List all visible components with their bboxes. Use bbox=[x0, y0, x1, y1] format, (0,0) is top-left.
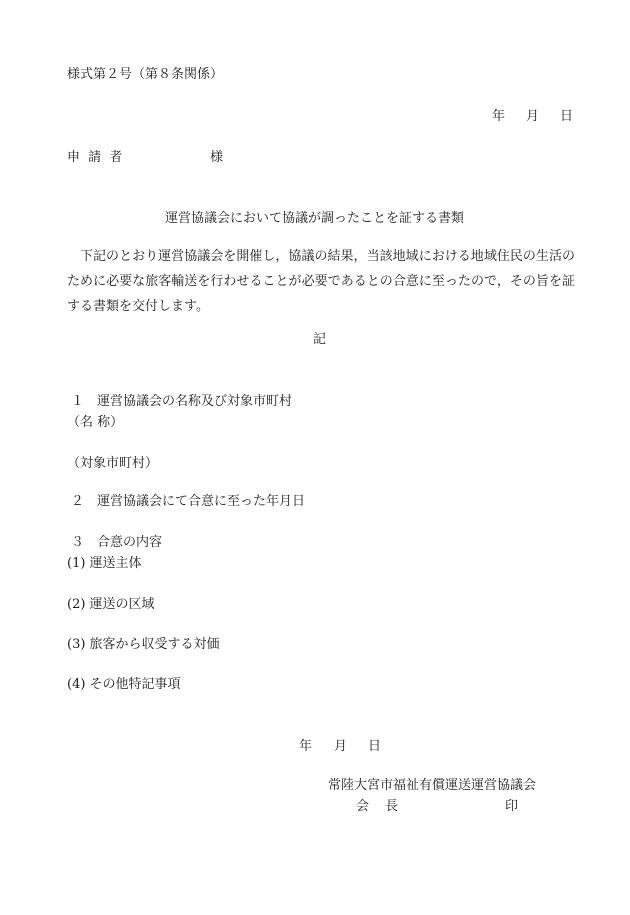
section-1-name: （名 称） bbox=[67, 415, 124, 430]
section-1-municipality: （対象市町村） bbox=[67, 456, 159, 471]
form-number: 様式第２号（第８条関係） bbox=[67, 67, 224, 82]
issuer-org: 常陸大宮市福祉有償運送運営協議会 bbox=[328, 778, 537, 793]
issuer-title: 会 長 bbox=[356, 799, 405, 814]
section-3-item-2: (2) 運送の区域 bbox=[67, 597, 155, 612]
footer-date-month: 月 bbox=[334, 739, 348, 754]
section-3-item-1: (1) 運送主体 bbox=[67, 556, 142, 571]
header-date-day: 日 bbox=[560, 109, 574, 124]
applicant-suffix: 様 bbox=[210, 150, 224, 165]
document-title: 運営協議会において協議が調ったことを証する書類 bbox=[165, 211, 465, 226]
section-3-item-4: (4) その他特記事項 bbox=[67, 677, 181, 692]
section-1-heading: １ 運営協議会の名称及び対象市町村 bbox=[71, 394, 293, 409]
body-paragraph: 下記のとおり運営協議会を開催し，協議の結果，当該地域における地域住民の生活のために必要な旅客輸送を行わせることが必要であるとの合意に至ったので，その旨を証する書類を交付します。 bbox=[67, 249, 575, 314]
section-3-item-3: (3) 旅客から収受する対価 bbox=[67, 637, 220, 652]
section-2-heading: ２ 運営協議会にて合意に至った年月日 bbox=[71, 494, 306, 509]
ki-marker: 記 bbox=[313, 332, 327, 347]
header-date-year: 年 bbox=[492, 109, 506, 124]
section-3-heading: ３ 合意の内容 bbox=[71, 535, 163, 550]
applicant-label: 申 請 者 bbox=[67, 150, 125, 165]
footer-date-year: 年 bbox=[299, 739, 313, 754]
footer-date-day: 日 bbox=[368, 739, 382, 754]
header-date-month: 月 bbox=[526, 109, 540, 124]
issuer-seal: 印 bbox=[505, 799, 519, 814]
